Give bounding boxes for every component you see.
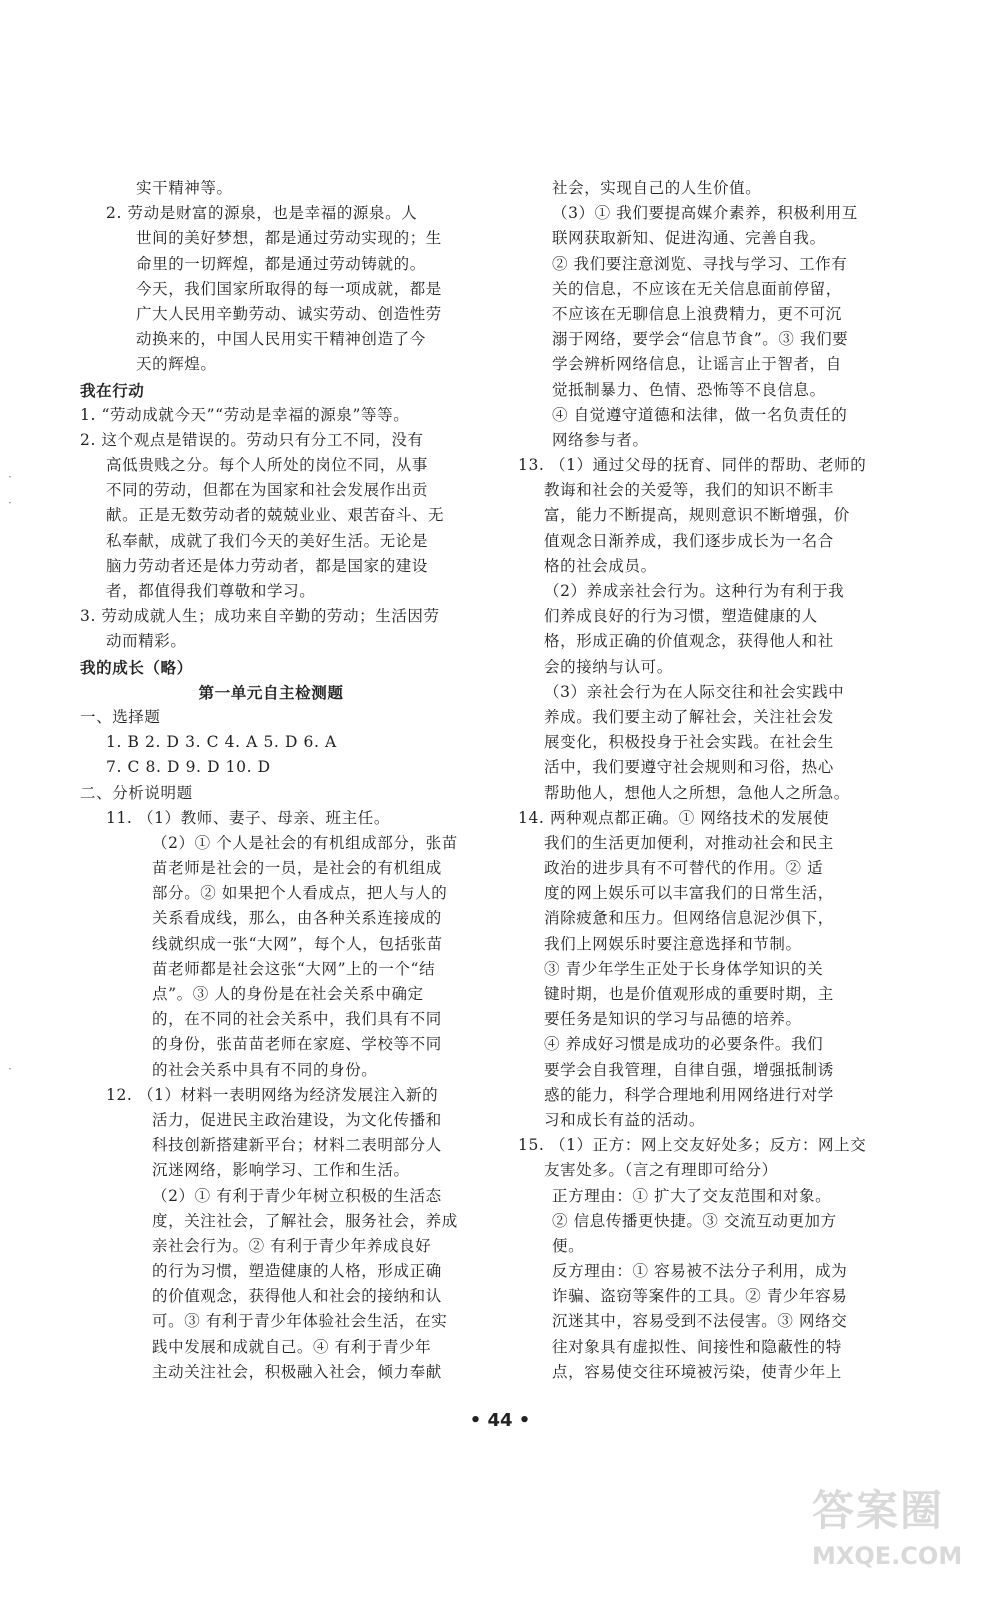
text-line: 友害处多。（言之有理即可给分） xyxy=(544,1161,778,1180)
text-line: （2）养成亲社会行为。这种行为有利于我 xyxy=(544,582,845,600)
text-line: 践中发展和成就自己。④ 有利于青少年 xyxy=(152,1337,432,1356)
text-line: 不应该在无聊信息上浪费精力，更不可沉 xyxy=(552,304,842,323)
unit-title: 第一单元自主检测题 xyxy=(198,682,344,702)
text-line: 动换来的，中国人民用实干精神创造了今 xyxy=(136,330,426,349)
text-line: 天的辉煌。 xyxy=(136,355,217,374)
text-line: 的社会关系中具有不同的身份。 xyxy=(152,1060,378,1079)
text-line: ④ 自觉遵守道德和法律，做一名负责任的 xyxy=(552,405,848,424)
text-line: 惑的能力，科学合理地利用网络进行对学 xyxy=(544,1085,834,1104)
text-line: 教诲和社会的关爱等，我们的知识不断丰 xyxy=(544,481,834,500)
text-line: 值观念日渐养成，我们逐步成长为一名合 xyxy=(544,531,834,550)
text-line: 15. （1）正方：网上交友好处多；反方：网上交 xyxy=(518,1136,867,1155)
text-line: 献。正是无数劳动者的兢兢业业、艰苦奋斗、无 xyxy=(106,506,445,525)
text-line: （2）① 有利于青少年树立积极的生活态 xyxy=(152,1186,442,1205)
section-heading: 一、选择题 xyxy=(80,707,161,726)
text-line: 往对象具有虚拟性、间接性和隐蔽性的特 xyxy=(552,1337,842,1356)
scan-dot: · xyxy=(8,470,12,484)
text-line: 养成。我们要主动了解社会，关注社会发 xyxy=(544,707,834,726)
text-line: 学会辨析网络信息，让谣言止于智者，自 xyxy=(552,355,842,374)
text-line: 度的网上娱乐可以丰富我们的日常生活， xyxy=(544,884,834,903)
text-line: （2）① 个人是社会的有机组成部分，张苗 xyxy=(152,833,458,852)
text-line: 帮助他人，想他人之所想，急他人之所急。 xyxy=(544,783,850,802)
text-line: 世间的美好梦想，都是通过劳动实现的；生 xyxy=(136,229,442,248)
text-line: 沉迷其中，容易受到不法侵害。③ 网络交 xyxy=(552,1312,848,1331)
text-line: 私奉献，成就了我们今天的美好生活。无论是 xyxy=(106,531,429,550)
text-line: 点，容易使交往环境被污染，使青少年上 xyxy=(552,1362,842,1381)
text-line: 13. （1）通过父母的抚育、同伴的帮助、老师的 xyxy=(518,456,867,475)
text-line: （3）亲社会行为在人际交往和社会实践中 xyxy=(544,682,845,701)
text-line: 关系看成线，那么，由各种关系连接成的 xyxy=(152,909,442,928)
text-line: 度，关注社会，了解社会，服务社会，养成 xyxy=(152,1211,458,1230)
text-line: 溺于网络，要学会“信息节食”。③ 我们要 xyxy=(552,330,849,349)
text-line: 反方理由：① 容易被不法分子利用，成为 xyxy=(552,1262,848,1281)
text-line: 会的接纳与认可。 xyxy=(544,657,673,676)
text-line: 沉迷网络，影响学习、工作和生活。 xyxy=(152,1161,410,1180)
watermark-bottom-text: MXQE.COM xyxy=(812,1542,963,1570)
text-line: 11. （1）教师、妻子、母亲、班主任。 xyxy=(106,808,390,827)
text-line: 富，能力不断提高，规则意识不断增强，价 xyxy=(544,506,850,525)
text-line: 的行为习惯，塑造健康的人格，形成正确 xyxy=(152,1262,442,1281)
text-line: 12. （1）材料一表明网络为经济发展注入新的 xyxy=(106,1085,439,1104)
text-line: 键时期，也是价值观形成的重要时期，主 xyxy=(544,985,834,1003)
text-line: 社会，实现自己的人生价值。 xyxy=(552,179,762,197)
text-line: 14. 两种观点都正确。① 网络技术的发展使 xyxy=(518,808,830,827)
right-column xyxy=(518,176,867,1385)
text-line: 格，形成正确的价值观念，获得他人和社 xyxy=(544,632,834,651)
text-line: 主动关注社会，积极融入社会，倾力奉献 xyxy=(152,1362,442,1381)
scan-dot: · xyxy=(8,1062,12,1076)
text-line: 实干精神等。 xyxy=(136,179,233,197)
text-line: 消除疲惫和压力。但网络信息泥沙俱下， xyxy=(544,909,834,928)
watermark-logo xyxy=(812,1478,982,1588)
text-line: 我们上网娱乐时要注意选择和节制。 xyxy=(544,934,802,953)
text-line: ③ 青少年学生正处于长身体学知识的关 xyxy=(544,959,824,978)
text-line: 点”。③ 人的身份是在社会关系中确定 xyxy=(152,985,424,1003)
text-line: ④ 养成好习惯是成功的必要条件。我们 xyxy=(544,1035,824,1054)
text-line: 部分。② 如果把个人看成点，把人与人的 xyxy=(152,884,448,903)
text-line: 脑力劳动者还是体力劳动者，都是国家的建设 xyxy=(106,556,429,575)
text-line: 联网获取新知、促进沟通、完善自我。 xyxy=(552,229,826,248)
text-line: 线就织成一张“大网”，每个人，包括张苗 xyxy=(152,934,443,953)
text-line: 们养成良好的行为习惯，塑造健康的人 xyxy=(544,607,818,626)
text-line: 觉抵制暴力、色情、恐怖等不良信息。 xyxy=(552,380,826,399)
section-heading: 我在行动 xyxy=(80,380,145,400)
text-line: 诈骗、盗窃等案件的工具。② 青少年容易 xyxy=(552,1287,848,1306)
text-line: 习和成长有益的活动。 xyxy=(544,1110,706,1129)
text-line: 高低贵贱之分。每个人所处的岗位不同，从事 xyxy=(106,456,429,475)
text-line: 格的社会成员。 xyxy=(544,556,657,575)
text-line: 网络参与者。 xyxy=(552,430,649,449)
text-line: 3. 劳动成就人生；成功来自辛勤的劳动；生活因劳 xyxy=(80,607,440,626)
section-heading: 我的成长（略） xyxy=(80,657,193,677)
text-line: 关的信息，不应该在无关信息面前停留， xyxy=(552,279,842,298)
text-line: 的价值观念，获得他人和社会的接纳和认 xyxy=(152,1287,442,1306)
text-line: 政治的进步具有不可替代的作用。② 适 xyxy=(544,859,824,878)
text-line: 可。③ 有利于青少年体验社会生活，在实 xyxy=(152,1312,448,1331)
text-line: 展变化，积极投身于社会实践。在社会生 xyxy=(544,733,834,752)
left-column xyxy=(80,176,462,1385)
answer-line: 1. B 2. D 3. C 4. A 5. D 6. A xyxy=(106,733,337,752)
text-line: 亲社会行为。② 有利于青少年养成良好 xyxy=(152,1236,432,1255)
text-line: 动而精彩。 xyxy=(106,632,187,651)
text-line: 的，在不同的社会关系中，我们具有不同 xyxy=(152,1010,442,1029)
answer-line: 7. C 8. D 9. D 10. D xyxy=(106,758,271,777)
text-line: 2. 劳动是财富的源泉，也是幸福的源泉。人 xyxy=(106,204,418,223)
text-line: 苗老师是社会的一员，是社会的有机组成 xyxy=(152,859,442,878)
text-line: 便。 xyxy=(552,1236,585,1255)
page-number: • 44 • xyxy=(469,1410,531,1431)
text-line: 的身份，张苗苗老师在家庭、学校等不同 xyxy=(152,1035,442,1054)
text-line: 广大人民用辛勤劳动、诚实劳动、创造性劳 xyxy=(136,304,442,323)
text-line: （3）① 我们要提高媒介素养，积极利用互 xyxy=(552,204,858,223)
text-line: 活中，我们要遵守社会规则和习俗，热心 xyxy=(544,758,834,777)
text-line: 我们的生活更加便利，对推动社会和民主 xyxy=(544,833,834,852)
text-line: ② 信息传播更快捷。③ 交流互动更加方 xyxy=(552,1211,837,1230)
text-line: 科技创新搭建新平台；材料二表明部分人 xyxy=(152,1136,442,1155)
section-heading: 二、分析说明题 xyxy=(80,783,193,802)
scan-dot: · xyxy=(8,496,12,510)
text-line: 要学会自我管理，自律自强，增强抵制诱 xyxy=(544,1060,834,1079)
text-line: 2. 这个观点是错误的。劳动只有分工不同，没有 xyxy=(80,430,424,449)
text-line: ② 我们要注意浏览、寻找与学习、工作有 xyxy=(552,254,848,273)
text-line: 要任务是知识的学习与品德的培养。 xyxy=(544,1010,802,1029)
text-line: 不同的劳动，但都在为国家和社会发展作出贡 xyxy=(106,481,429,500)
text-line: 正方理由：① 扩大了交友范围和对象。 xyxy=(552,1186,832,1205)
watermark-top-text: 答案圈 xyxy=(812,1486,945,1535)
text-line: 者，都值得我们尊敬和学习。 xyxy=(106,582,316,600)
text-line: 命里的一切辉煌，都是通过劳动铸就的。 xyxy=(136,254,426,273)
text-line: 苗老师都是社会这张“大网”上的一个“结 xyxy=(152,959,436,978)
text-line: 活力，促进民主政治建设，为文化传播和 xyxy=(152,1110,442,1129)
text-line: 今天，我们国家所取得的每一项成就，都是 xyxy=(136,279,442,298)
text-line: 1. “劳动成就今天”“劳动是幸福的源泉”等等。 xyxy=(80,405,410,424)
